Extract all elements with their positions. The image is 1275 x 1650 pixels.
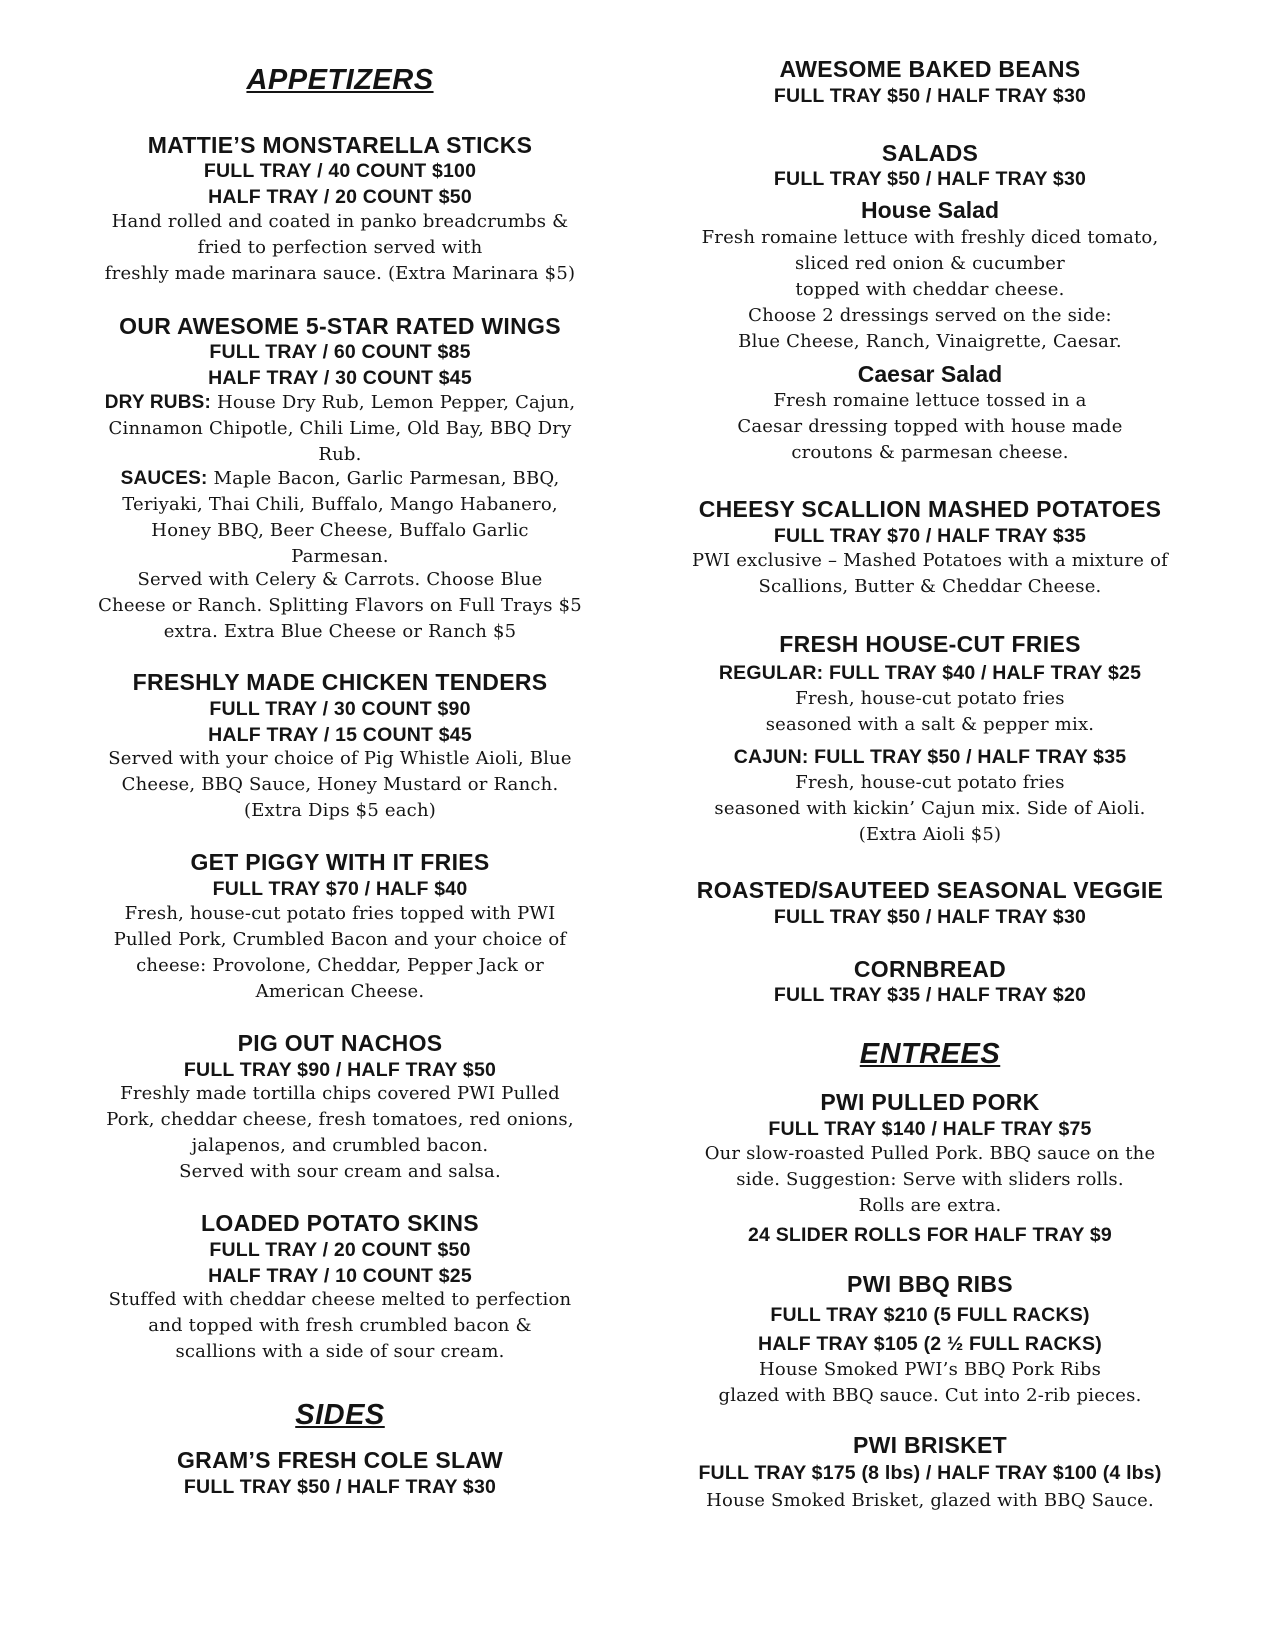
item-title: LOADED POTATO SKINS (201, 1210, 479, 1236)
description-line: sliced red onion & cucumber (795, 253, 1065, 274)
item-description (640, 1488, 1220, 1514)
item-description (60, 1081, 620, 1185)
description-line: Our slow-roasted Pulled Pork. BBQ sauce on the (704, 1143, 1156, 1164)
wings-sauces (60, 466, 620, 570)
description-line: Fresh romaine lettuce tossed in a (773, 390, 1087, 411)
item-title: PIG OUT NACHOS (237, 1030, 443, 1056)
item-price: FULL TRAY $70 / HALF $40 (212, 878, 468, 900)
wings-dry-rubs (60, 390, 620, 468)
item-price: FULL TRAY $90 / HALF TRAY $50 (183, 1059, 497, 1081)
item-price: FULL TRAY $50 / HALF TRAY $30 (183, 1476, 497, 1498)
description-line: Cheese or Ranch. Splitting Flavors on Full Trays $5 (98, 595, 582, 616)
item-price: FULL TRAY $140 / HALF TRAY $75 (768, 1118, 1092, 1140)
description-line: House Smoked Brisket, glazed with BBQ Sauce. (706, 1490, 1154, 1511)
item-price-full: FULL TRAY $210 (5 FULL RACKS) (770, 1304, 1090, 1326)
description-line: Fresh, house-cut potato fries (795, 772, 1065, 793)
item-description (640, 1357, 1220, 1409)
description-line: seasoned with a salt & pepper mix. (765, 714, 1095, 735)
description-line: Cinnamon Chipotle, Chili Lime, Old Bay, BBQ Dry (108, 418, 572, 439)
description-line: Honey BBQ, Beer Cheese, Buffalo Garlic (151, 520, 529, 541)
description-line: croutons & parmesan cheese. (791, 442, 1069, 463)
item-title: GET PIGGY WITH IT FRIES (190, 849, 490, 875)
description-line: House Dry Rub, Lemon Pepper, Cajun, (216, 392, 576, 413)
item-title: PWI PULLED PORK (820, 1089, 1040, 1115)
item-title: FRESH HOUSE-CUT FRIES (779, 631, 1081, 657)
description-line: Fresh, house-cut potato fries topped with PWI (124, 903, 556, 924)
house-salad-description (640, 225, 1220, 355)
description-line: Cheese, BBQ Sauce, Honey Mustard or Ranch. (121, 774, 559, 795)
description-line: (Extra Dips $5 each) (244, 800, 436, 821)
item-title: FRESHLY MADE CHICKEN TENDERS (132, 669, 548, 695)
description-line: Teriyaki, Thai Chili, Buffalo, Mango Habanero, (122, 494, 558, 515)
description-line: extra. Extra Blue Cheese or Ranch $5 (163, 621, 517, 642)
description-line: PWI exclusive – Mashed Potatoes with a mixture of (692, 550, 1168, 571)
item-price-full: FULL TRAY / 40 COUNT $100 (203, 160, 477, 182)
item-title: OUR AWESOME 5-STAR RATED WINGS (119, 313, 561, 339)
item-price: FULL TRAY $50 / HALF TRAY $30 (773, 85, 1087, 107)
sides-heading: SIDES (295, 1399, 385, 1431)
description-line: jalapenos, and crumbled bacon. (191, 1135, 489, 1156)
item-description (60, 901, 620, 1005)
item-title: SALADS (881, 140, 979, 166)
description-line: seasoned with kickin’ Cajun mix. Side of Aioli. (714, 798, 1146, 819)
item-price-full: FULL TRAY / 30 COUNT $90 (209, 698, 471, 720)
description-line: Rolls are extra. (858, 1195, 1002, 1216)
item-title: AWESOME BAKED BEANS (779, 56, 1081, 82)
description-line: Hand rolled and coated in panko breadcrumbs & (111, 211, 569, 232)
description-line: Caesar dressing topped with house made (737, 416, 1123, 437)
item-description (60, 1287, 620, 1365)
description-line: Served with sour cream and salsa. (179, 1161, 501, 1182)
slider-rolls-price: 24 SLIDER ROLLS FOR HALF TRAY $9 (748, 1224, 1112, 1246)
description-line: and topped with fresh crumbled bacon & (148, 1315, 532, 1336)
description-line: Freshly made tortilla chips covered PWI Pulled (120, 1083, 560, 1104)
regular-fries-price: REGULAR: FULL TRAY $40 / HALF TRAY $25 (718, 662, 1142, 684)
item-price-half: HALF TRAY / 20 COUNT $50 (208, 186, 472, 208)
appetizers-heading: APPETIZERS (246, 64, 434, 96)
item-description (640, 1141, 1220, 1219)
description-line: Pulled Pork, Crumbled Bacon and your choice of (113, 929, 567, 950)
item-description (60, 209, 620, 287)
description-line: Maple Bacon, Garlic Parmesan, BBQ, (213, 468, 560, 489)
item-description (640, 548, 1220, 600)
item-price-full: FULL TRAY / 20 COUNT $50 (209, 1239, 471, 1261)
item-title: GRAM’S FRESH COLE SLAW (176, 1447, 504, 1473)
cajun-fries-price: CAJUN: FULL TRAY $50 / HALF TRAY $35 (733, 746, 1127, 768)
description-line: Parmesan. (291, 546, 389, 567)
item-price: FULL TRAY $70 / HALF TRAY $35 (773, 525, 1087, 547)
description-line: Rub. (318, 444, 362, 465)
item-title: ROASTED/SAUTEED SEASONAL VEGGIE (696, 877, 1164, 903)
item-price-half: HALF TRAY / 30 COUNT $45 (208, 367, 472, 389)
item-title: PWI BRISKET (852, 1432, 1008, 1458)
sauces-label: SAUCES: (120, 468, 208, 489)
description-line: Served with Celery & Carrots. Choose Blue (137, 569, 543, 590)
description-line: Pork, cheddar cheese, fresh tomatoes, red onions, (106, 1109, 574, 1130)
description-line: fried to perfection served with (197, 237, 483, 258)
description-line: House Smoked PWI’s BBQ Pork Ribs (758, 1359, 1102, 1380)
description-line: Choose 2 dressings served on the side: (748, 305, 1112, 326)
item-price: FULL TRAY $35 / HALF TRAY $20 (773, 984, 1087, 1006)
description-line: Served with your choice of Pig Whistle Aioli, Blue (108, 748, 572, 769)
item-title: PWI BBQ RIBS (847, 1271, 1013, 1297)
item-price: FULL TRAY $175 (8 lbs) / HALF TRAY $100 (4 lbs) (698, 1462, 1162, 1484)
item-price: FULL TRAY $50 / HALF TRAY $30 (773, 168, 1087, 190)
item-price-full: FULL TRAY / 60 COUNT $85 (209, 341, 471, 363)
dry-rubs-label: DRY RUBS: (104, 392, 212, 413)
item-price-half: HALF TRAY / 15 COUNT $45 (208, 724, 472, 746)
description-line: freshly made marinara sauce. (Extra Marinara $5) (104, 263, 576, 284)
item-description (60, 746, 620, 824)
description-line: Scallions, Butter & Cheddar Cheese. (758, 576, 1102, 597)
description-line: Blue Cheese, Ranch, Vinaigrette, Caesar. (738, 331, 1122, 352)
item-price-half: HALF TRAY / 10 COUNT $25 (208, 1265, 472, 1287)
item-title: CORNBREAD (853, 956, 1007, 982)
item-title: MATTIE’S MONSTARELLA STICKS (147, 132, 533, 158)
wings-notes (60, 567, 620, 645)
description-line: scallions with a side of sour cream. (175, 1341, 505, 1362)
description-line: side. Suggestion: Serve with sliders rolls. (736, 1169, 1124, 1190)
house-salad-title: House Salad (860, 197, 1000, 223)
description-line: cheese: Provolone, Cheddar, Pepper Jack or (136, 955, 544, 976)
description-line: topped with cheddar cheese. (795, 279, 1065, 300)
entrees-heading: ENTREES (859, 1038, 1001, 1070)
description-line: Fresh romaine lettuce with freshly diced tomato, (701, 227, 1159, 248)
caesar-salad-title: Caesar Salad (857, 361, 1003, 387)
description-line: glazed with BBQ sauce. Cut into 2-rib pieces. (718, 1385, 1142, 1406)
item-price-half: HALF TRAY $105 (2 ½ FULL RACKS) (758, 1333, 1102, 1355)
description-line: Stuffed with cheddar cheese melted to perfection (108, 1289, 572, 1310)
description-line: (Extra Aioli $5) (858, 824, 1002, 845)
item-title: CHEESY SCALLION MASHED POTATOES (698, 496, 1162, 522)
caesar-salad-description (640, 388, 1220, 466)
cajun-fries-description (640, 770, 1220, 848)
regular-fries-description (640, 686, 1220, 738)
description-line: American Cheese. (255, 981, 425, 1002)
item-price: FULL TRAY $50 / HALF TRAY $30 (773, 906, 1087, 928)
description-line: Fresh, house-cut potato fries (795, 688, 1065, 709)
